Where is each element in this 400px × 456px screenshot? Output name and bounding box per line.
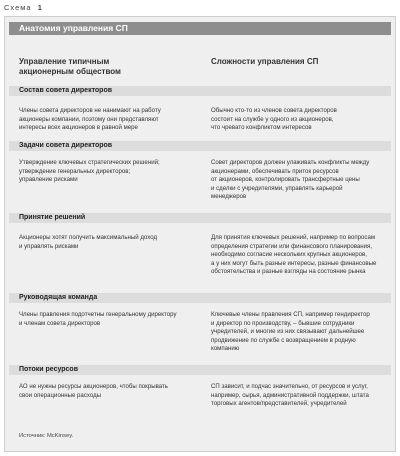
title-bar xyxy=(9,22,391,35)
text-line: и членам совета директоров xyxy=(19,319,101,327)
text-line: определения стратегии или финансового планирования, xyxy=(211,242,373,250)
text-line: свои операционные расходы xyxy=(19,391,102,399)
scheme-label xyxy=(4,3,43,12)
section-left-text xyxy=(19,159,201,185)
text-line: и сделки с учредителями, управлять карьерой xyxy=(211,184,343,192)
column-header-left-line: акционерным обществом xyxy=(19,67,121,76)
section-left-text xyxy=(19,234,201,251)
section-heading: Состав совета директоров xyxy=(19,87,113,94)
section-left-text xyxy=(19,383,201,400)
text-line: Члены совета директоров не нанимают на работу xyxy=(19,107,161,114)
text-line: интересы всех акционеров в равной мере xyxy=(19,124,138,131)
text-line: и управлять рисками xyxy=(19,242,79,250)
text-line: состоит на службе у одного из акционеров, xyxy=(211,115,334,123)
text-line: АО не нужны ресурсы акционеров, чтобы покрывать xyxy=(19,383,168,390)
column-header-right-line: Сложности управления СП xyxy=(211,57,319,66)
section-right-text xyxy=(211,383,389,409)
section-left-text xyxy=(19,107,201,133)
text-line: учредителей, и многие из них связывают дальнейшее xyxy=(211,328,365,335)
section-right-text xyxy=(211,159,389,202)
section-right-text xyxy=(211,311,389,354)
text-line: необходимо согласие нескольких крупных акционеров, xyxy=(211,251,367,258)
section-right-text xyxy=(211,107,389,133)
text-line: акционерами, обеспечивать приток ресурсов xyxy=(211,167,339,175)
section-bar-resource-flows xyxy=(9,365,391,375)
text-line: торговых агентов/представителей, учредителей xyxy=(211,400,347,407)
text-line: что чревато конфликтом интересов xyxy=(211,124,312,131)
section-bar-board-composition xyxy=(9,86,391,96)
text-line: управление рисками xyxy=(19,176,78,183)
schema-panel xyxy=(4,16,396,452)
text-line: Совет директоров должен улаживать конфликты между xyxy=(211,159,370,166)
text-line: и директор по производству, – бывшие сотрудники xyxy=(211,319,355,327)
text-line: акционеры компании, поэтому они представляют xyxy=(19,115,159,123)
section-left-text xyxy=(19,311,201,328)
text-line: обстоятельства и разные взгляды на состояние рынка xyxy=(211,268,366,275)
text-line: утверждение генеральных директоров; xyxy=(19,167,131,175)
text-line: Члены правления подотчетны генеральному директору xyxy=(19,311,177,318)
scheme-label-text: Схема xyxy=(4,3,32,12)
text-line: Обычно кто-то из членов совета директоров xyxy=(211,107,337,114)
section-heading: Задачи совета директоров xyxy=(19,142,113,149)
column-header-left xyxy=(19,57,199,77)
text-line: менеджеров xyxy=(211,193,247,200)
text-line: Для принятия ключевых решений, например по вопросам xyxy=(211,234,376,241)
section-heading: Руководящая команда xyxy=(19,294,98,301)
text-line: Ключевые члены правления СП, например гендиректор xyxy=(211,311,370,318)
section-heading: Принятие решений xyxy=(19,214,86,221)
text-line: от акционеров, контролировать трансфертные цены xyxy=(211,176,360,183)
source-note: Источник: McKinsey. xyxy=(19,433,74,439)
section-bar-board-tasks xyxy=(9,141,391,151)
schema-title: Анатомия управления СП xyxy=(19,23,128,33)
text-line: Акционеры хотят получить максимальный доход xyxy=(19,234,158,241)
scheme-number: 1 xyxy=(37,3,43,12)
column-header-right xyxy=(211,57,381,67)
text-line: СП зависит, и подчас значительно, от ресурсов и услуг, xyxy=(211,383,368,390)
text-line: Утверждение ключевых стратегических решений; xyxy=(19,159,160,166)
section-bar-management-team xyxy=(9,293,391,303)
column-header-left-line: Управление типичным xyxy=(19,57,110,66)
section-heading: Потоки ресурсов xyxy=(19,366,79,373)
text-line: а у них могут быть разные интересы, разные финансовые xyxy=(211,259,377,267)
text-line: например, сырья, административной поддержки, штата xyxy=(211,391,369,399)
section-right-text xyxy=(211,234,389,277)
section-bar-decision-making xyxy=(9,213,391,223)
text-line: компанию xyxy=(211,345,240,352)
text-line: продвижение по службе с возвращением в родную xyxy=(211,336,356,344)
